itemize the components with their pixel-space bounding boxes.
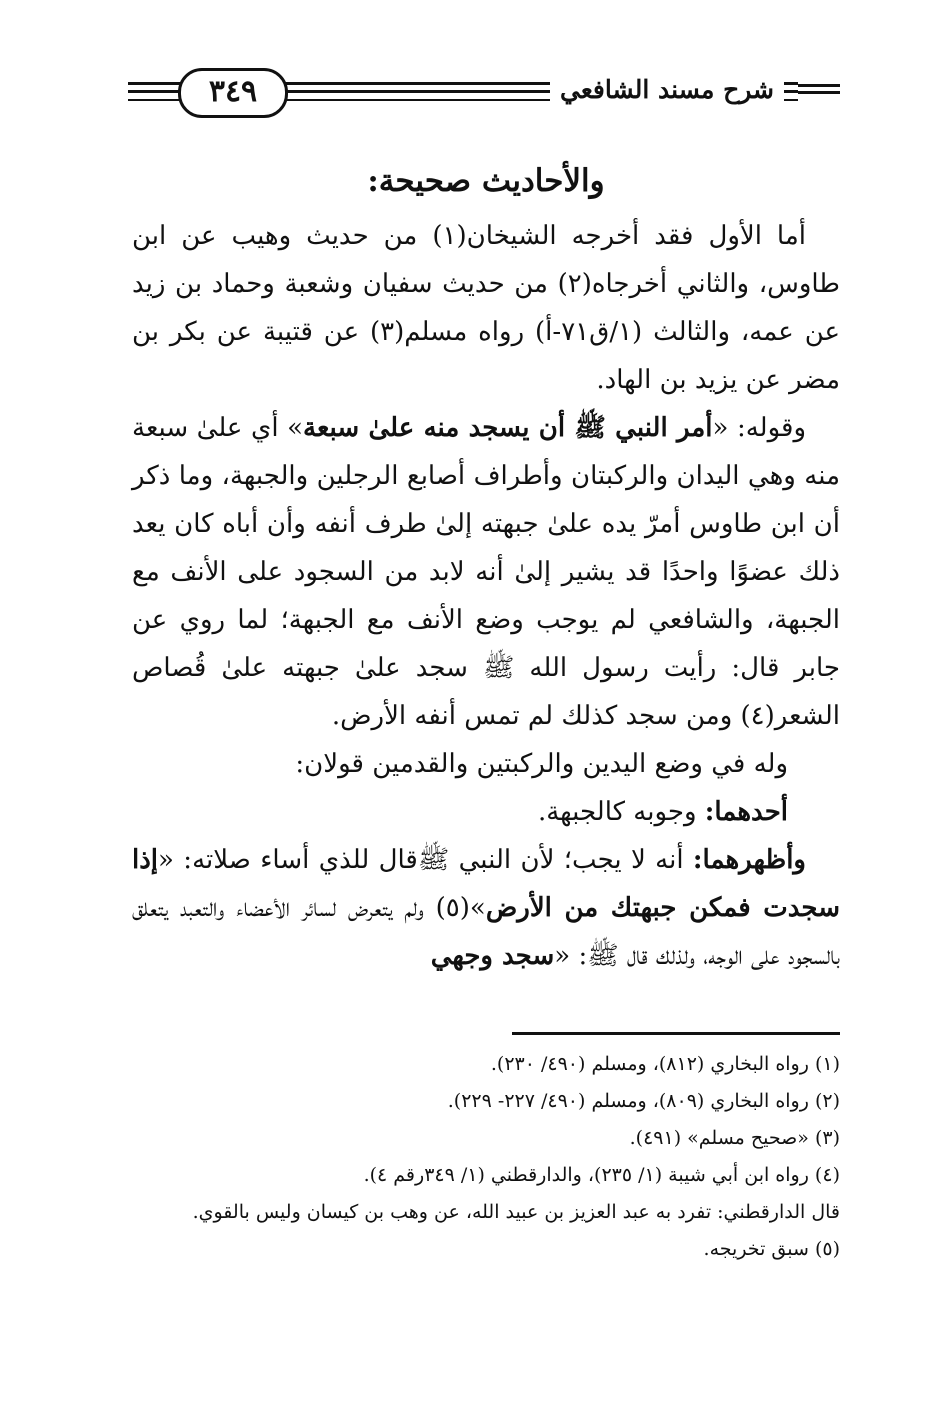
book-title: شرح مسند الشافعي	[550, 70, 784, 110]
paragraph-text: وجوبه كالجبهة.	[537, 797, 705, 827]
footnote: (٢) رواه البخاري (٨٠٩)، ومسلم (٤٩٠/ ٢٢٧- ٢٢٩).	[447, 1090, 840, 1112]
section-title: والأحاديث صحيحة:	[367, 163, 605, 199]
footnote: (١) رواه البخاري (٨١٢)، ومسلم (٤٩٠/ ٢٣٠).	[490, 1053, 840, 1075]
paragraph	[132, 788, 840, 836]
paragraph	[132, 404, 840, 740]
paragraph-text: وقوله: «	[712, 413, 806, 443]
footnote: (٥) سبق تخريجه.	[703, 1238, 840, 1260]
paragraph-text: أنه لا يجب؛ لأن النبي ﷺقال للذي أساء صلاته: «	[158, 845, 693, 875]
paragraph-text: » أي علىٰ سبعة منه وهي اليدان والركبتان وأطراف أصابع الرجلين والجبهة، وما ذكر أن ابن طاوس أمرّ يده علىٰ جبهته إلىٰ طرف أنفه وأن أباه كان يعد ذلك عضوًا واحدًا قد يشير إلىٰ أنه لابد من السجود على الأنف مع الجبهة، والشافعي لم يوجب وضع الأنف مع الجبهة؛ لما روي عن جابر قال: رأيت رسول الله ﷺ سجد علىٰ جبهته علىٰ قُصاص الشعر(٤) ومن سجد كذلك لم تمس أنفه الأرض.	[132, 413, 840, 731]
hadith-quote: إذا سجدت فمكن جبهتك من الأرض	[132, 845, 840, 923]
paragraph: أما الأول فقد أخرجه الشيخان(١) من حديث وهيب عن ابن طاوس، والثاني أخرجاه(٢) من حديث سفيان وشعبة وحماد بن زيد عن عمه، والثالث (١/ق٧١-أ) رواه مسلم(٣) عن قتيبة عن بكر بن مضر عن يزيد بن الهاد.	[132, 221, 841, 395]
footnote: (٣) «صحيح مسلم» (٤٩١).	[629, 1127, 840, 1149]
header-ornament	[798, 80, 840, 102]
main-text	[132, 150, 840, 980]
footnote: (٤) رواه ابن أبي شيبة (١/ ٢٣٥)، والدارقطني (١/ ٣٤٩رقم ٤).	[363, 1164, 840, 1186]
hadith-quote: سجد وجهي	[430, 941, 555, 971]
term-label: أحدهما:	[704, 797, 788, 827]
paragraph	[132, 836, 840, 980]
hadith-quote: أمر النبي ﷺ أن يسجد منه علىٰ سبعة	[303, 413, 713, 443]
paragraph: وله في وضع اليدين والركبتين والقدمين قولان:	[295, 749, 788, 779]
footnotes	[132, 1046, 840, 1268]
term-label: وأظهرهما:	[692, 845, 806, 875]
page-number: ٣٤٩	[178, 68, 288, 118]
paragraph-text: »(٥) ولم يتعرض لسائر الأعضاء والتعبد يتعلق بالسجود على الوجه، ولذلك قال ﷺ: «	[132, 893, 840, 971]
footnote: قال الدارقطني: تفرد به عبد العزيز بن عبيد الله، عن وهب بن كيسان وليس بالقوي.	[192, 1201, 840, 1223]
page-header	[128, 66, 840, 118]
footnote-separator	[512, 1032, 840, 1035]
